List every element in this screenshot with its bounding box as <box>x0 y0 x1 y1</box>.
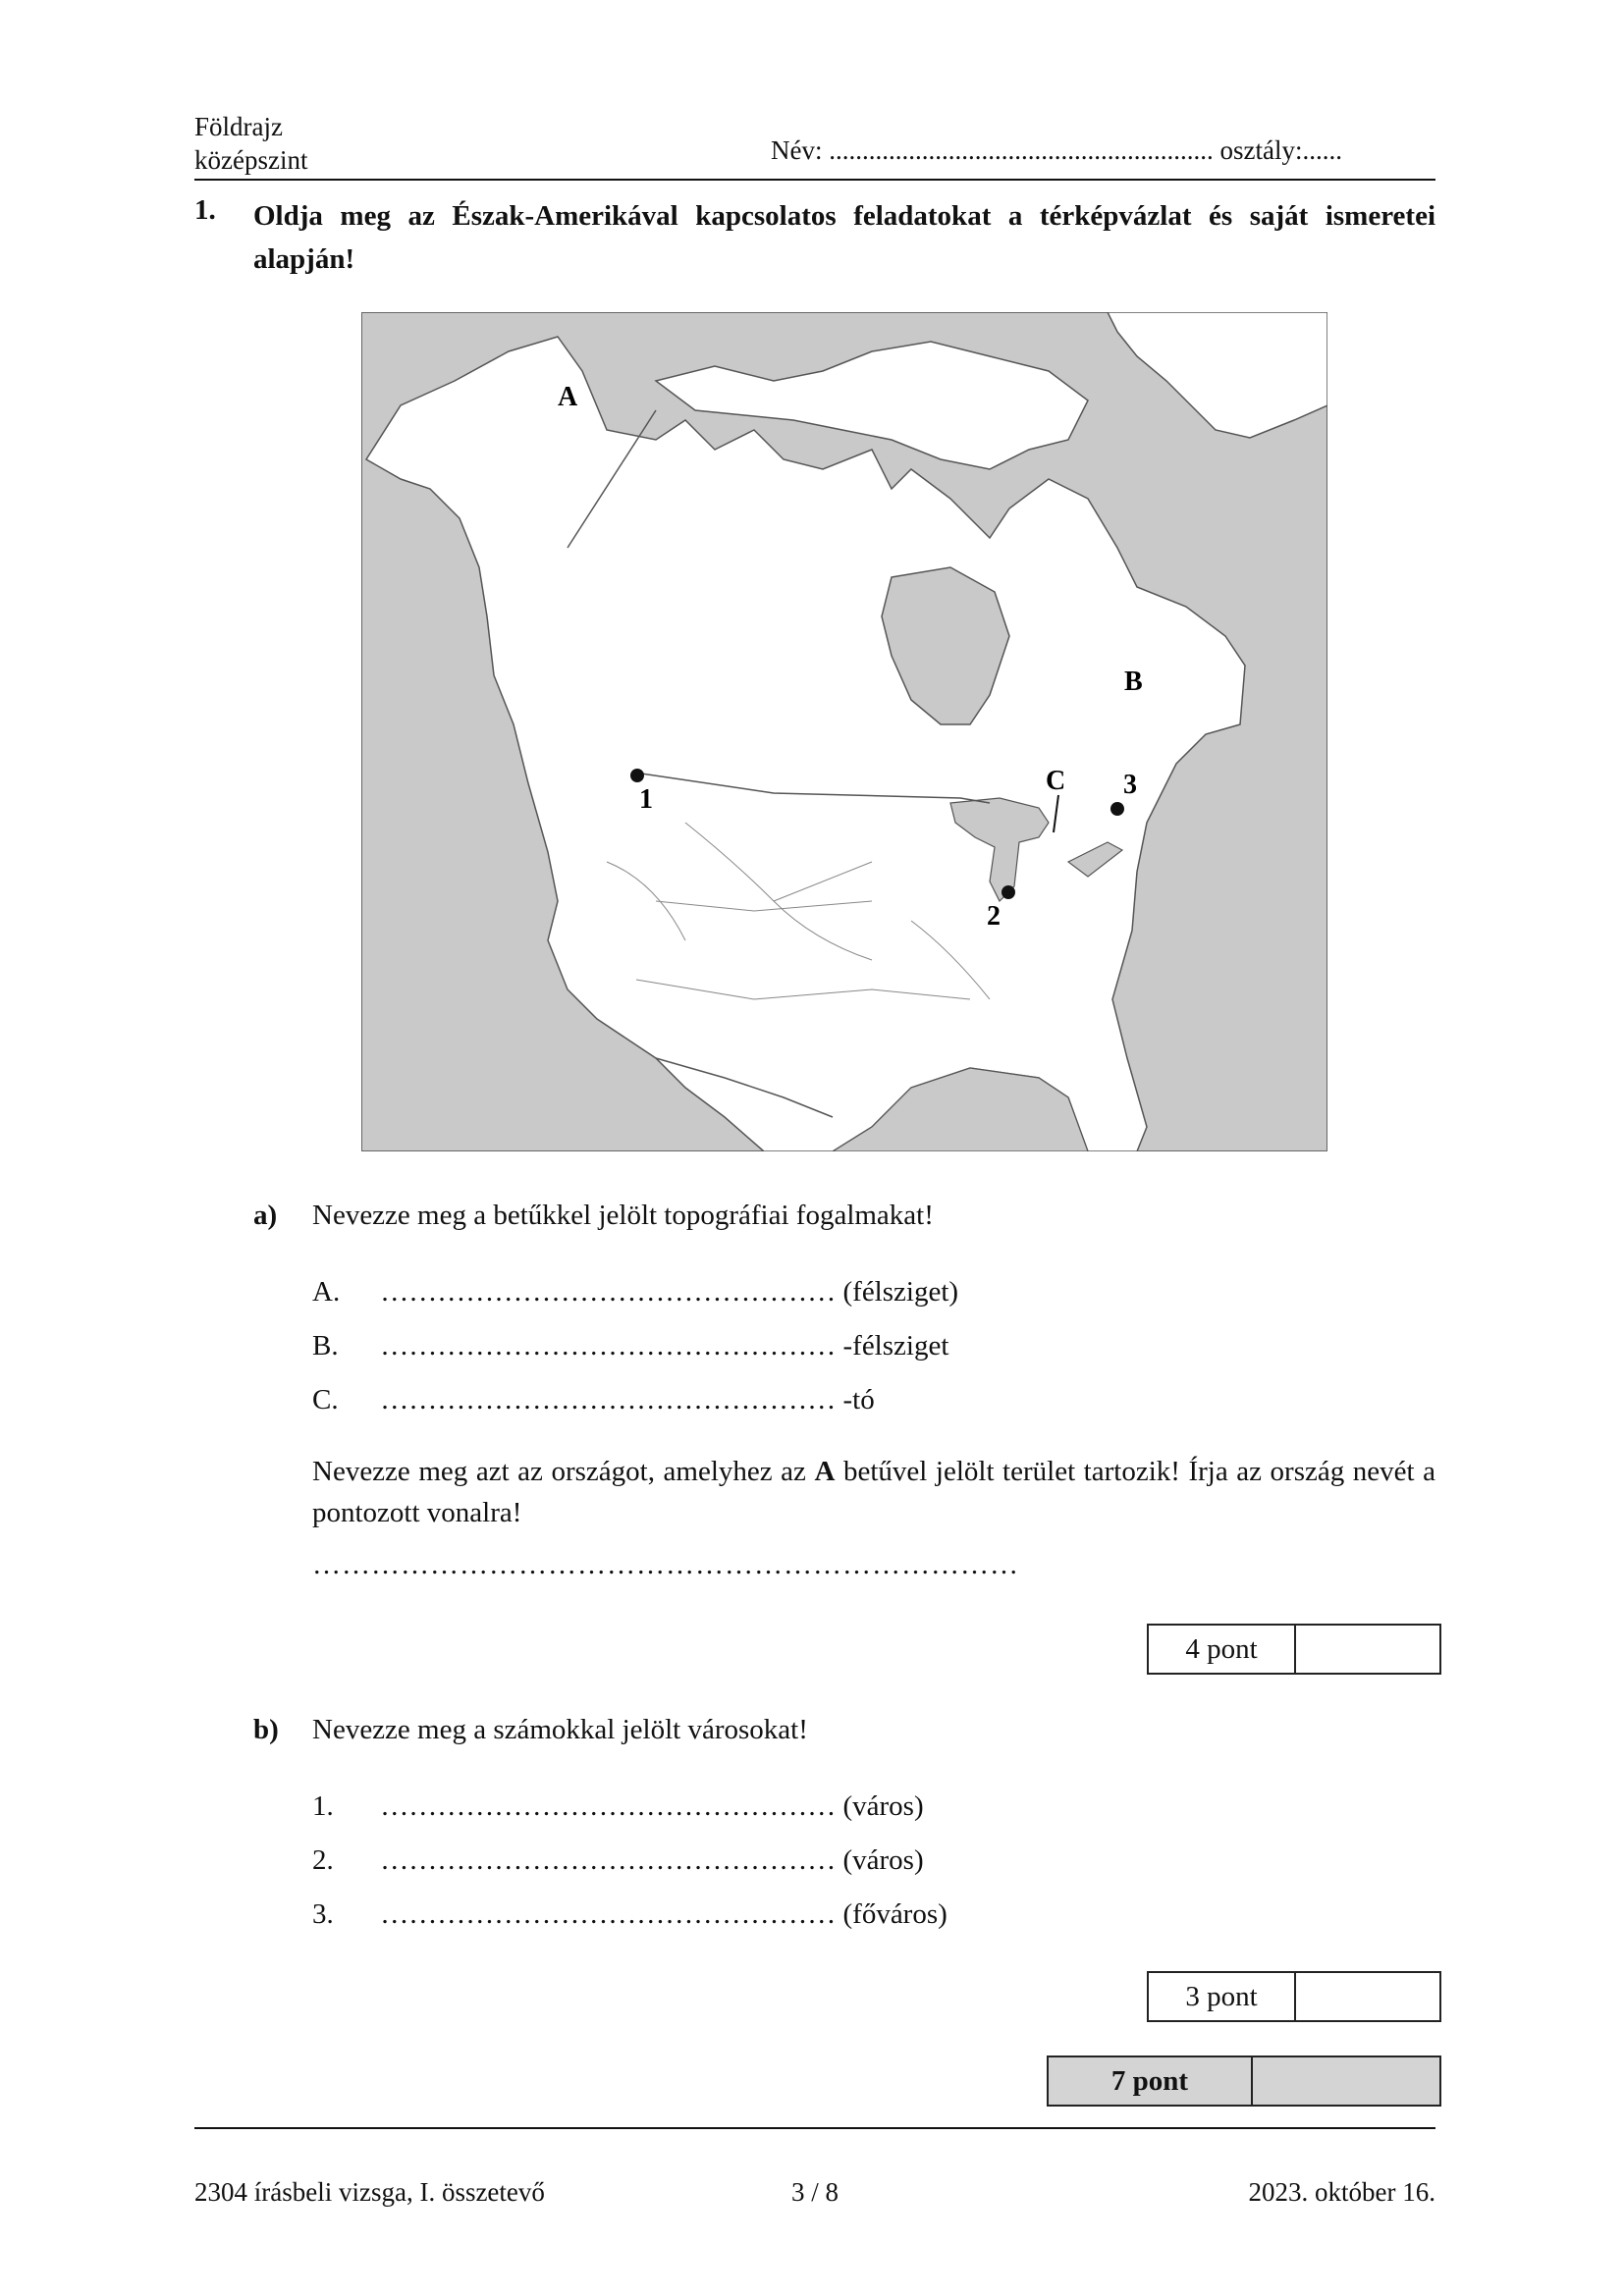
label-b: B <box>1124 667 1143 697</box>
footer-divider <box>194 2127 1435 2129</box>
country-question-letter: A <box>814 1456 836 1487</box>
answer-dots[interactable]: ………………………………………… <box>380 1276 837 1308</box>
header-divider <box>194 179 1435 181</box>
country-answer-line[interactable]: ……………………………………………………………… <box>312 1549 1019 1580</box>
footer-page-number: 3 / 8 <box>791 2177 839 2207</box>
score-box-a <box>1147 1624 1441 1675</box>
answer-suffix: (félsziget) <box>842 1276 959 1308</box>
score-label: 3 pont <box>1149 1973 1296 2020</box>
answer-key: C. <box>312 1384 339 1415</box>
question-text: Oldja meg az Észak-Amerikával kapcsolatos feladatokat a térképvázlat és saját ismeretei alapján! <box>253 200 1435 275</box>
score-label: 4 pont <box>1149 1626 1296 1673</box>
footer-exam-id: 2304 írásbeli vizsga, I. összetevő <box>194 2177 545 2207</box>
total-score-entry[interactable] <box>1253 2057 1439 2105</box>
answer-key: B. <box>312 1330 339 1362</box>
label-a: A <box>558 382 578 412</box>
north-america-map <box>361 312 1327 1151</box>
answer-row-2[interactable] <box>312 1844 924 1877</box>
answer-suffix: -tó <box>842 1384 875 1415</box>
city-2-marker <box>1001 885 1015 899</box>
part-a-label: a) <box>253 1200 278 1231</box>
answer-suffix: (főváros) <box>842 1898 947 1930</box>
answer-dots[interactable]: ………………………………………… <box>380 1844 837 1876</box>
answer-key: 1. <box>312 1790 334 1822</box>
label-1: 1 <box>639 784 653 815</box>
total-score-box <box>1047 2056 1441 2107</box>
answer-key: A. <box>312 1276 341 1308</box>
city-3-marker <box>1110 802 1124 816</box>
answer-dots[interactable]: ………………………………………… <box>380 1330 837 1362</box>
answer-key: 3. <box>312 1898 334 1930</box>
part-a-prompt: Nevezze meg a betűkkel jelölt topográfiai fogalmakat! <box>312 1200 934 1231</box>
city-1-marker <box>630 769 644 782</box>
subject-level: középszint <box>194 145 308 175</box>
subject-block <box>194 110 307 177</box>
answer-dots[interactable]: ………………………………………… <box>380 1898 837 1930</box>
answer-suffix: (város) <box>842 1844 924 1876</box>
answer-row-b[interactable] <box>312 1330 948 1362</box>
label-2: 2 <box>987 901 1001 932</box>
label-c: C <box>1046 766 1066 796</box>
country-question-part1: Nevezze meg azt az országot, amelyhez az <box>312 1456 806 1487</box>
name-class-field[interactable]: Név: .......................................................... osztály:...... <box>771 135 1342 165</box>
country-question-part2: betűvel jelölt terület tartozik! Írja az ország nevét a pontozott vonalra! <box>312 1456 1436 1528</box>
answer-row-1[interactable] <box>312 1790 924 1823</box>
question-number: 1. <box>194 194 216 226</box>
score-box-b <box>1147 1971 1441 2022</box>
part-b-prompt: Nevezze meg a számokkal jelölt városokat! <box>312 1714 808 1745</box>
label-3: 3 <box>1123 770 1137 800</box>
answer-row-a[interactable] <box>312 1276 958 1308</box>
answer-dots[interactable]: ………………………………………… <box>380 1384 837 1415</box>
answer-row-c[interactable] <box>312 1384 875 1416</box>
answer-dots[interactable]: ………………………………………… <box>380 1790 837 1822</box>
footer-date: 2023. október 16. <box>1248 2177 1435 2207</box>
answer-suffix: -félsziget <box>842 1330 949 1362</box>
answer-key: 2. <box>312 1844 334 1876</box>
score-entry[interactable] <box>1296 1973 1439 2020</box>
answer-suffix: (város) <box>842 1790 924 1822</box>
total-score-label: 7 pont <box>1049 2057 1253 2105</box>
subject-title: Földrajz <box>194 112 283 141</box>
score-entry[interactable] <box>1296 1626 1439 1673</box>
part-b-label: b) <box>253 1714 279 1745</box>
country-question <box>312 1451 1435 1533</box>
answer-row-3[interactable] <box>312 1898 947 1931</box>
